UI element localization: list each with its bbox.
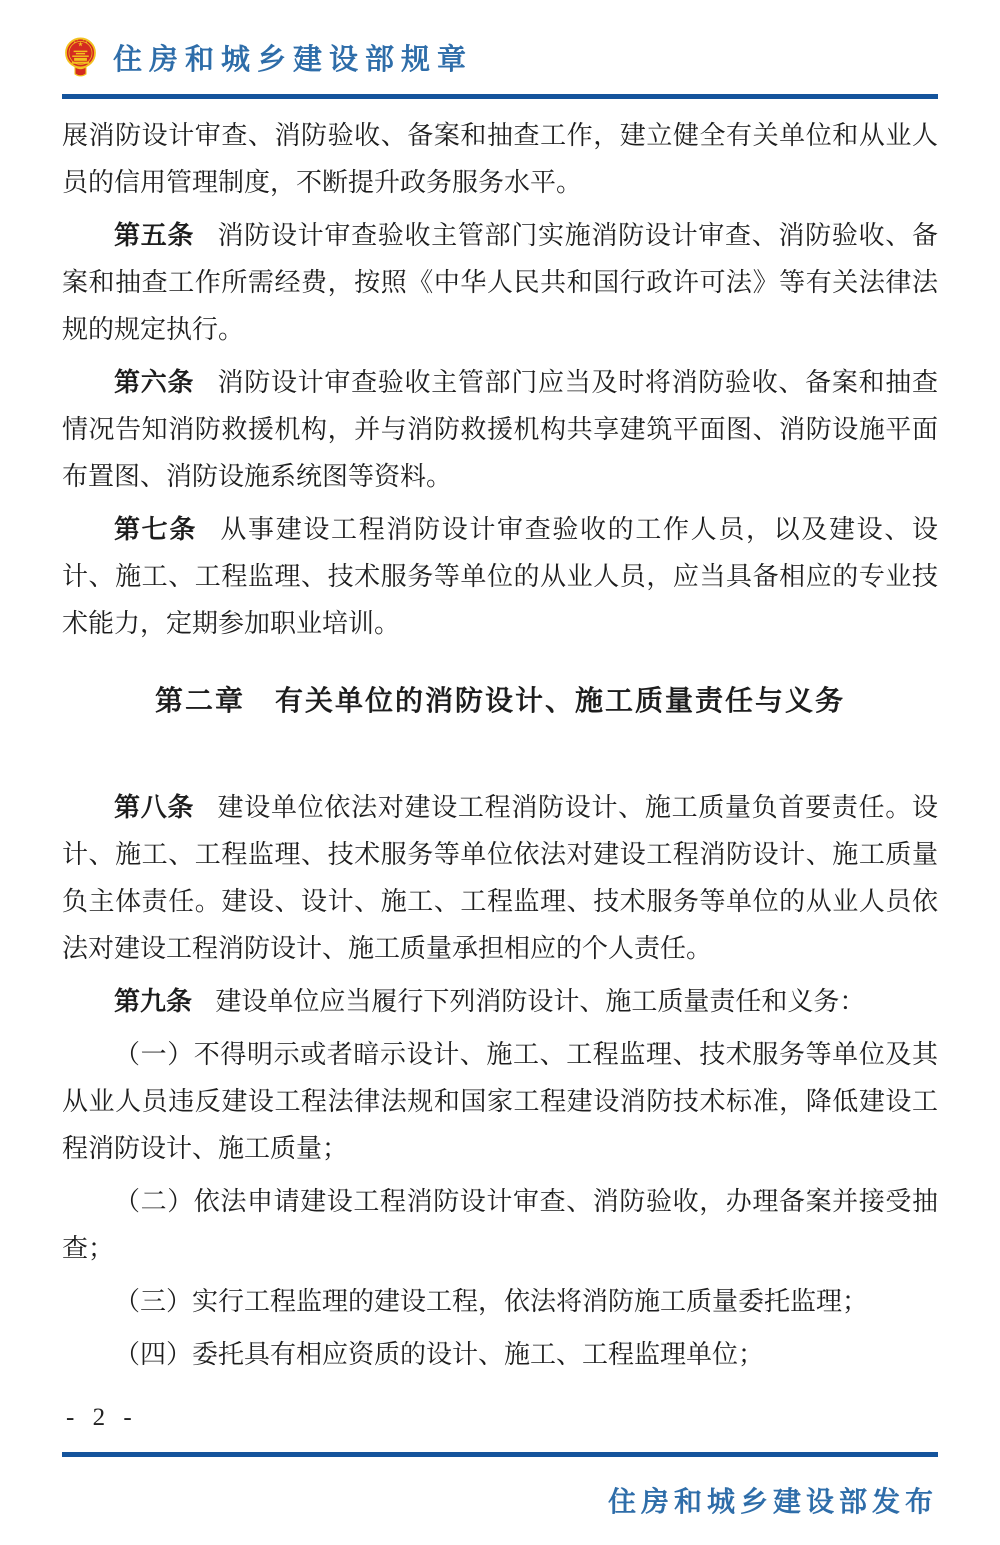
article-label: 第八条: [114, 792, 195, 822]
article-paragraph: 第八条 建设单位依法对建设工程消防设计、施工质量负首要责任。设计、施工、工程监理、技术服务等单位依法对建设工程消防设计、施工质量负主体责任。建设、设计、施工、工程监理、技术服务等单位的从业人员依法对建设工程消防设计、施工质量承担相应的个人责任。: [62, 792, 938, 963]
article-paragraph: 第九条 建设单位应当履行下列消防设计、施工质量责任和义务：: [114, 986, 866, 1016]
header-divider: [62, 94, 938, 99]
footer-divider: [62, 1452, 938, 1457]
page-header: [64, 34, 473, 81]
body-paragraph: 展消防设计审查、消防验收、备案和抽查工作，建立健全有关单位和从业人员的信用管理制度，不断提升政务服务水平。: [62, 121, 938, 197]
article-paragraph: 第五条 消防设计审查验收主管部门实施消防设计审查、消防验收、备案和抽查工作所需经费，按照《中华人民共和国行政许可法》等有关法律法规的规定执行。: [62, 220, 938, 344]
body-paragraph: （三）实行工程监理的建设工程，依法将消防施工质量委托监理；: [114, 1287, 869, 1316]
article-paragraph: 第六条 消防设计审查验收主管部门应当及时将消防验收、备案和抽查情况告知消防救援机构，并与消防救援机构共享建筑平面图、消防设施平面布置图、消防设施系统图等资料。: [62, 367, 938, 491]
national-emblem-icon: [64, 34, 97, 81]
document-body: [62, 100, 938, 1384]
body-paragraph: （一）不得明示或者暗示设计、施工、工程监理、技术服务等单位及其从业人员违反建设工程法律法规和国家工程建设消防技术标准，降低建设工程消防设计、施工质量；: [62, 1040, 938, 1163]
body-paragraph: （二）依法申请建设工程消防设计审查、消防验收，办理备案并接受抽查；: [62, 1187, 938, 1263]
chapter-heading: 第二章 有关单位的消防设计、施工质量责任与义务: [154, 685, 845, 716]
article-label: 第五条: [114, 220, 195, 250]
publisher-label: 住房和城乡建设部发布: [607, 1487, 938, 1518]
article-label: 第六条: [114, 367, 195, 397]
article-paragraph: 第七条 从事建设工程消防设计审查验收的工作人员，以及建设、设计、施工、工程监理、技术服务等单位的从业人员，应当具备相应的专业技术能力，定期参加职业培训。: [62, 514, 938, 638]
article-label: 第九条: [114, 986, 193, 1016]
header-title: 住房和城乡建设部规章: [113, 44, 474, 76]
article-label: 第七条: [114, 514, 197, 544]
body-paragraph: （四）委托具有相应资质的设计、施工、工程监理单位；: [114, 1340, 765, 1369]
page-number: - 2 -: [66, 1404, 138, 1431]
